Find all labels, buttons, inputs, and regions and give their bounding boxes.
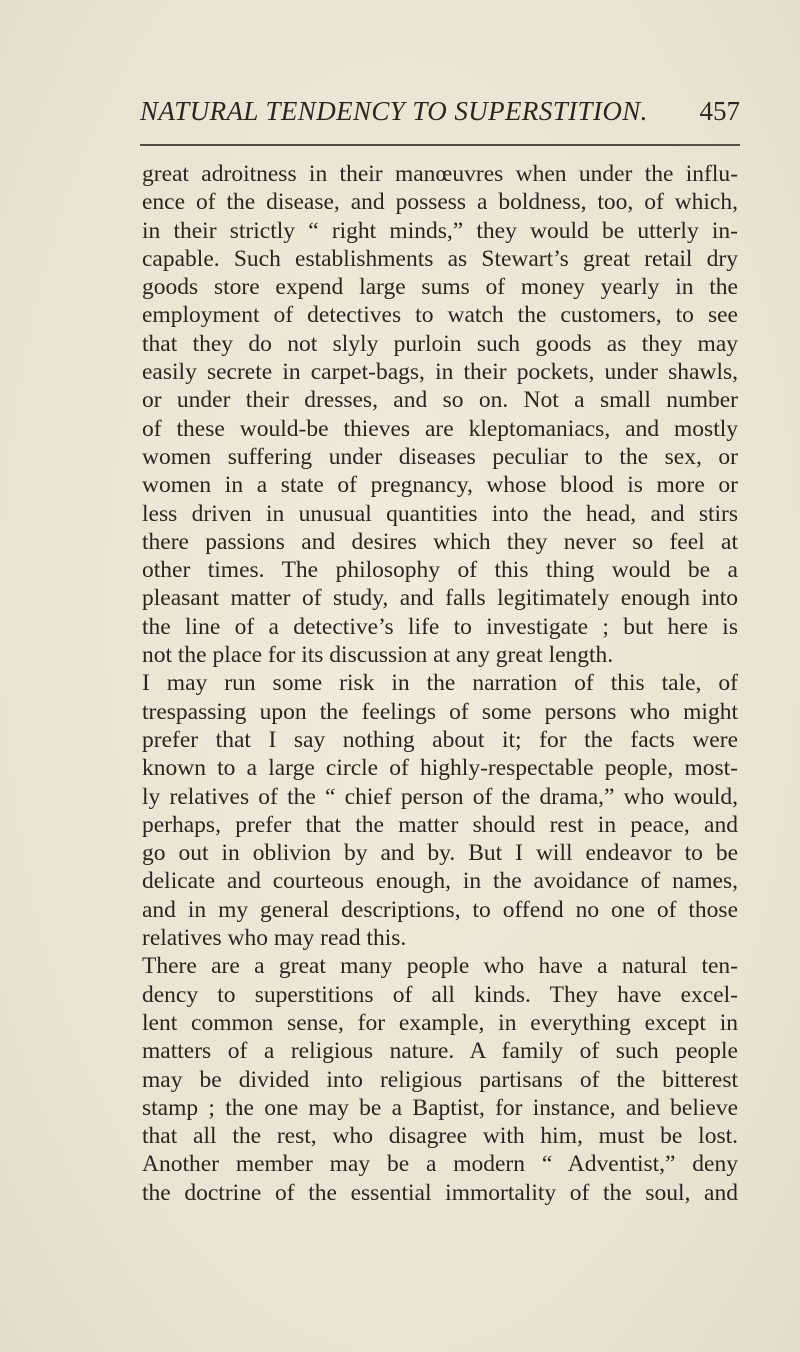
text-line: dency to superstitions of all kinds. They have excel- xyxy=(142,981,738,1008)
text-line: known to a large circle of highly-respectable people, most- xyxy=(142,755,738,782)
text-line: I may run some risk in the narration of this tale, of xyxy=(142,670,738,697)
header-rule xyxy=(140,144,740,146)
text-line: prefer that I say nothing about it; for the facts were xyxy=(142,726,738,753)
text-line: pleasant matter of study, and falls legitimately enough into xyxy=(142,585,738,612)
text-line: less driven in unusual quantities into the head, and stirs xyxy=(142,500,738,527)
text-line: in their strictly “ right minds,” they would be utterly in- xyxy=(142,217,738,244)
page-number: 457 xyxy=(699,96,740,126)
running-head xyxy=(140,96,740,136)
text-line: perhaps, prefer that the matter should rest in peace, and xyxy=(142,811,738,838)
text-line: women in a state of pregnancy, whose blood is more or xyxy=(142,472,738,499)
text-line: relatives who may read this. xyxy=(142,925,407,952)
text-line: matters of a religious nature. A family of such people xyxy=(142,1038,738,1065)
text-line: there passions and desires which they never so feel at xyxy=(142,528,738,555)
text-line: may be divided into religious partisans of the bitterest xyxy=(142,1066,738,1093)
text-line: the doctrine of the essential immortality of the soul, and xyxy=(142,1179,738,1206)
text-line: not the place for its discussion at any great length. xyxy=(142,642,614,669)
text-line: other times. The philosophy of this thing would be a xyxy=(142,557,738,584)
text-line: ence of the disease, and possess a boldness, too, of which, xyxy=(142,189,738,216)
text-line: the line of a detective’s life to investigate ; but here is xyxy=(142,613,738,640)
text-line: stamp ; the one may be a Baptist, for instance, and believe xyxy=(142,1094,738,1121)
text-line: lent common sense, for example, in everything except in xyxy=(142,1009,738,1036)
text-line: and in my general descriptions, to offend no one of those xyxy=(142,896,738,923)
text-line: capable. Such establishments as Stewart’s great retail dry xyxy=(142,245,738,272)
text-line: or under their dresses, and so on. Not a small number xyxy=(142,387,738,414)
text-line: employment of detectives to watch the customers, to see xyxy=(142,302,738,329)
text-line: go out in oblivion by and by. But I will endeavor to be xyxy=(142,840,738,867)
text-line: There are a great many people who have a natural ten- xyxy=(142,953,738,980)
text-line: of these would-be thieves are kleptomaniacs, and mostly xyxy=(142,415,738,442)
text-line: easily secrete in carpet-bags, in their pockets, under shawls, xyxy=(142,359,738,386)
body-text xyxy=(142,160,738,1207)
text-line: Another member may be a modern “ Adventist,” deny xyxy=(142,1151,738,1178)
text-line: goods store expend large sums of money yearly in the xyxy=(142,274,738,301)
text-line: great adroitness in their manœuvres when under the influ- xyxy=(142,161,738,187)
text-line: that all the rest, who disagree with him, must be lost. xyxy=(142,1123,738,1150)
text-line: ly relatives of the “ chief person of the drama,” who would, xyxy=(142,783,738,810)
text-line: women suffering under diseases peculiar to the sex, or xyxy=(142,443,738,470)
text-line: trespassing upon the feelings of some persons who might xyxy=(142,698,738,725)
text-line: delicate and courteous enough, in the avoidance of names, xyxy=(142,868,738,895)
page-header-title: NATURAL TENDENCY TO SUPERSTITION. xyxy=(140,96,648,126)
text-line: that they do not slyly purloin such goods as they may xyxy=(142,330,738,357)
